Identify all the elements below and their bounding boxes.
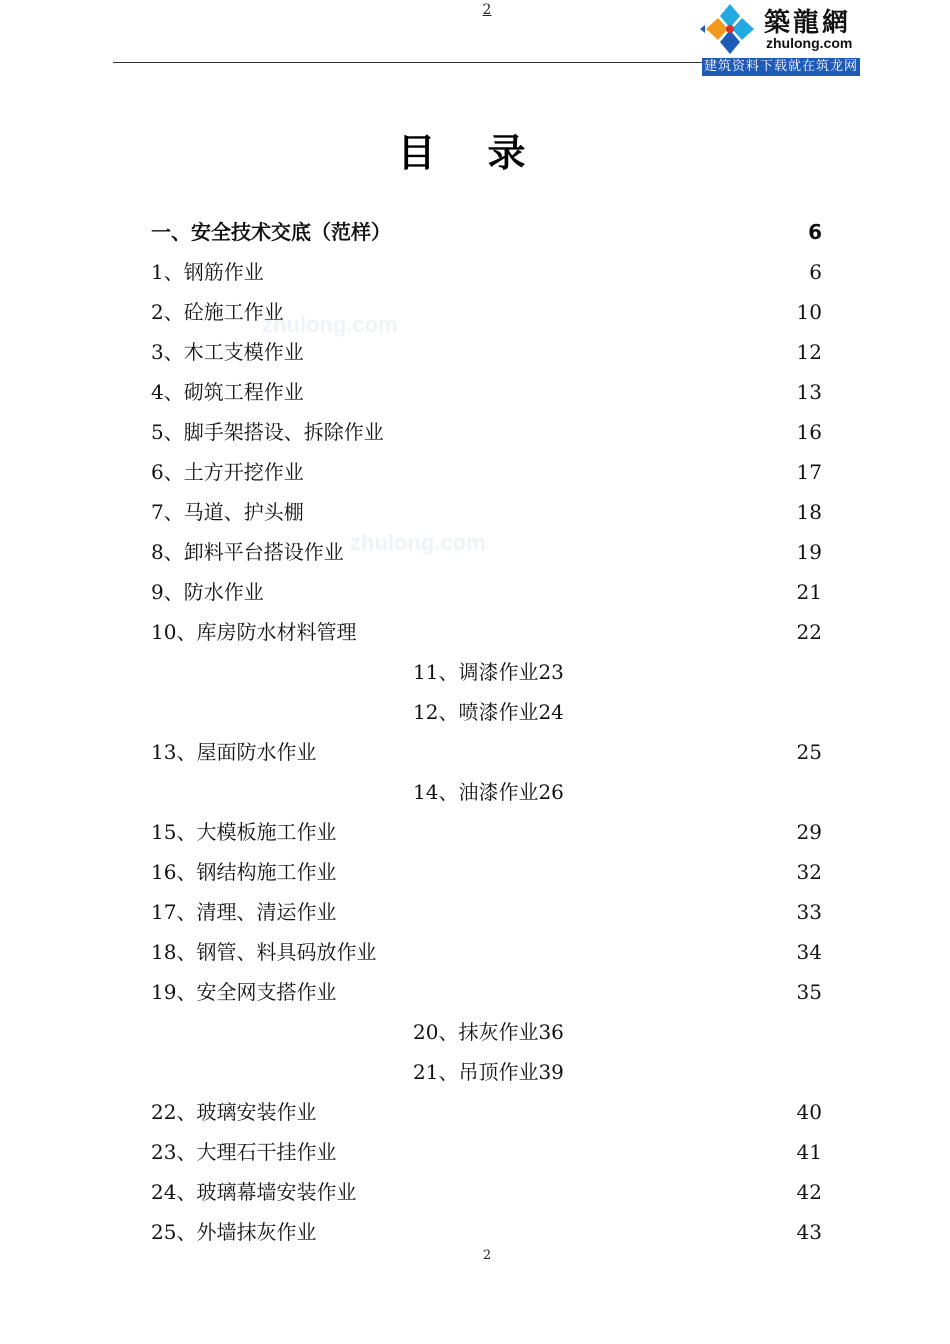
toc-entry-label: 7、马道、护头棚 [151,500,304,524]
toc-entry-label: 22、玻璃安装作业 [151,1100,317,1124]
toc-entry-label: 21、吊顶作业39 [413,1060,564,1084]
toc-entry[interactable] [0,532,950,572]
toc-entry[interactable] [0,1132,950,1172]
toc-entry-page: 40 [796,1100,822,1124]
toc-entry-page: 6 [809,260,822,284]
toc-entry-label: 8、卸料平台搭设作业 [151,540,344,564]
toc-entry[interactable] [0,572,950,612]
toc-entry-label: 18、钢管、料具码放作业 [151,940,377,964]
toc-entry[interactable] [0,412,950,452]
toc-entry-label: 20、抹灰作业36 [413,1020,564,1044]
toc-entry-label: 11、调漆作业23 [413,660,564,684]
toc-entry-label: 25、外墙抹灰作业 [151,1220,317,1244]
toc-entry-label: 2、砼施工作业 [151,300,284,324]
toc-entry-page: 43 [796,1220,822,1244]
toc-entry-page: 22 [796,620,822,644]
toc-entry-page: 6 [808,220,822,244]
toc-entry[interactable] [0,812,950,852]
toc-entry-page: 19 [796,540,822,564]
toc-entry[interactable] [0,1012,950,1052]
toc-entry-page: 13 [796,380,822,404]
toc-entry-label: 23、大理石干挂作业 [151,1140,337,1164]
zhulong-logo[interactable] [696,0,862,78]
toc-entry[interactable] [0,932,950,972]
toc-entry[interactable] [0,372,950,412]
toc-entry[interactable] [0,1212,950,1252]
toc-entry[interactable] [0,492,950,532]
logo-name-cn: 築龍網 [764,8,852,38]
toc-entry[interactable] [0,732,950,772]
toc-entry[interactable] [0,212,950,252]
toc-entry-page: 17 [796,460,822,484]
table-of-contents [0,212,950,1252]
toc-entry[interactable] [0,252,950,292]
logo-slogan: 建筑资料下载就在筑龙网 [703,59,858,74]
toc-entry[interactable] [0,452,950,492]
toc-entry-label: 5、脚手架搭设、拆除作业 [151,420,384,444]
toc-entry-label: 1、钢筋作业 [151,260,264,284]
toc-entry-label: 3、木工支模作业 [151,340,304,364]
toc-entry-label: 24、玻璃幕墙安装作业 [151,1180,357,1204]
toc-entry-label: 12、喷漆作业24 [413,700,564,724]
toc-entry-page: 21 [796,580,822,604]
toc-entry[interactable] [0,1172,950,1212]
toc-entry-page: 29 [796,820,822,844]
header-page-number: 2 [482,2,492,18]
toc-entry-label: 15、大模板施工作业 [151,820,337,844]
page-title: 目录 [397,131,578,175]
toc-entry-page: 18 [796,500,822,524]
toc-entry-label: 10、库房防水材料管理 [151,620,357,644]
logo-domain: zhulong.com [766,35,853,51]
toc-entry[interactable] [0,892,950,932]
toc-entry-page: 25 [796,740,822,764]
toc-entry-label: 19、安全网支搭作业 [151,980,337,1004]
toc-entry-page: 34 [796,940,822,964]
toc-entry-page: 33 [796,900,822,924]
toc-entry[interactable] [0,692,950,732]
toc-entry[interactable] [0,612,950,652]
toc-entry-label: 14、油漆作业26 [413,780,564,804]
toc-entry-label: 16、钢结构施工作业 [151,860,337,884]
toc-entry-page: 35 [796,980,822,1004]
toc-entry[interactable] [0,652,950,692]
toc-entry[interactable] [0,972,950,1012]
toc-entry-label: 13、屋面防水作业 [151,740,317,764]
watermark-1: zhulong.com [262,312,398,337]
toc-entry-page: 41 [796,1140,822,1164]
toc-entry-page: 10 [796,300,822,324]
toc-entry[interactable] [0,1052,950,1092]
toc-entry-label: 17、清理、清运作业 [151,900,337,924]
logo-diamond-icon [700,2,760,56]
toc-entry-label: 9、防水作业 [151,580,264,604]
toc-entry-label: 6、土方开挖作业 [151,460,304,484]
toc-entry-label: 4、砌筑工程作业 [151,380,304,404]
watermark-2: zhulong.com [350,530,486,555]
toc-entry-page: 12 [796,340,822,364]
toc-entry[interactable] [0,332,950,372]
toc-entry-page: 42 [796,1180,822,1204]
toc-entry[interactable] [0,292,950,332]
toc-entry-page: 16 [796,420,822,444]
toc-entry-label: 一、安全技术交底（范样） [151,220,391,244]
footer-page-number: 2 [482,1248,492,1263]
toc-entry[interactable] [0,852,950,892]
toc-entry[interactable] [0,1092,950,1132]
toc-entry[interactable] [0,772,950,812]
toc-entry-page: 32 [796,860,822,884]
